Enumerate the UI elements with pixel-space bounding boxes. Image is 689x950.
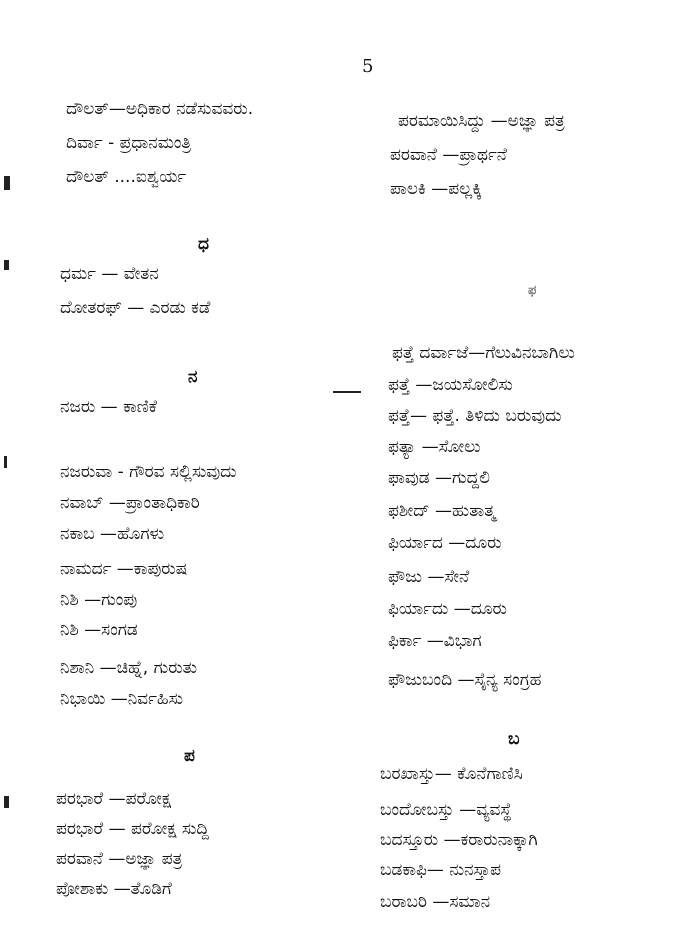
entry: ಪರಭಾರೆ — ಪರೋಕ್ಷ ಸುದ್ದಿ [56,819,209,839]
entry: ನಜರುವಾ - ಗೌರವ ಸಲ್ಲಿಸುವುದು [60,462,237,482]
entry: ಬಡಕಾಫಿ— ನುನಸ್ತಾಪ [380,860,501,880]
entry: ಬದಸ್ತೂರು —ಕರಾರುನಾಕ್ಕಾಗಿ [380,830,538,850]
section-heading: ಪ [184,746,195,766]
entry: ಫಾವುಡ —ಗುದ್ದಲಿ [388,468,490,488]
margin-mark [4,176,10,190]
entry: ಫತ್ಯಾ —ಸೋಲು [388,437,481,457]
section-heading: ಬ [508,729,520,749]
entry: ದಿರ್ವಾ - ಪ್ರಧಾನಮಂತ್ರಿ [66,133,192,153]
entry: ನಿಶಾನಿ —ಚಿಹ್ನೆ, ಗುರುತು [60,658,198,678]
entry: ನವಾಬ್ —ಪ್ರಾಂತಾಧಿಕಾರಿ [60,493,200,513]
entry: ಪಾಲಕಿ —ಪಲ್ಲಕ್ಕಿ [390,179,482,199]
entry: ಪರಮಾಯಿಸಿದ್ದು —ಅಜ್ಞಾ ಪತ್ರ [398,111,565,131]
entry: ನಿಶಿ —ಗುಂಪು [60,590,138,610]
entry: ಫಿರ್ಯಾದು —ದೂರು [388,599,507,619]
entry: ನಿಭಾಯಿ —ನಿರ್ವಹಿಸು [60,689,184,709]
entry: ದೌಲತ್—ಅಧಿಕಾರ ನಡೆಸುವವರು. [66,99,254,119]
entry: ಫೌಜು —ಸೇನೆ [388,567,470,587]
section-heading: ಫ [528,283,537,298]
entry: ಪೋಶಾಕು —ತೊಡಿಗೆ [56,879,172,899]
entry: ಫಿರ್ಯಾದ —ದೂರು [388,533,502,553]
entry: ದೌಲತ್ ....ಐಶ್ವರ್ಯ [66,167,187,187]
entry: ಫತ್ತೆ— ಫತ್ತೆ. ತಿಳಿದು ಬರುವುದು [388,406,562,426]
entry: ಬಂದೋಬಸ್ತು —ವ್ಯವಸ್ಥೆ [380,800,512,820]
entry: ಬರಖಾಸ್ತು— ಕೊನೆಗಾಣಿಸಿ [380,764,523,784]
entry: ಫತ್ತೆ ದರ್ವಾಜೆ—ಗೆಲುವಿನಬಾಗಿಲು [392,343,575,363]
entry: ಫಶೀದ್ —ಹುತಾತ್ಮ [388,501,496,521]
section-heading: ನ [188,367,198,387]
section-heading: ಧ [198,234,209,254]
margin-mark [4,796,9,808]
entry: ಪರವಾನೆ —ಅಜ್ಞಾ ಪತ್ರ [56,849,183,869]
margin-mark [4,456,7,468]
entry: ನಕಾಬ —ಹೊಗಳು [60,524,165,544]
page-number: 5 [362,56,374,77]
separator-dash [333,391,361,393]
entry: ಬರಾಬರಿ —ಸಮಾನ [380,892,491,912]
entry: ಫೌಜುಬಂದಿ —ಸೈನ್ಯ ಸಂಗ್ರಹ [388,670,542,690]
margin-mark [4,260,9,270]
entry: ಪರಭಾರೆ —ಪರೋಕ್ಷ [56,789,172,809]
entry: ನಜರು — ಕಾಣಿಕೆ [60,397,158,417]
entry: ನಾಮರ್ದ —ಕಾಪುರುಷ [60,559,188,579]
entry: ನಿಶಿ —ಸಂಗಡ [60,620,138,640]
entry: ಧರ್ಮ — ವೇತನ [60,264,159,284]
entry: ಪರವಾನೆ —ಪ್ರಾರ್ಥನೆ [390,145,507,165]
entry: ಫಿರ್ಕಾ —ವಿಭಾಗ [388,631,482,651]
entry: ದೋತರಫ್ — ಎರಡು ಕಡೆ [60,298,211,318]
entry: ಫತ್ತೆ —ಜಯಸೋಲಿಸು [388,375,513,395]
